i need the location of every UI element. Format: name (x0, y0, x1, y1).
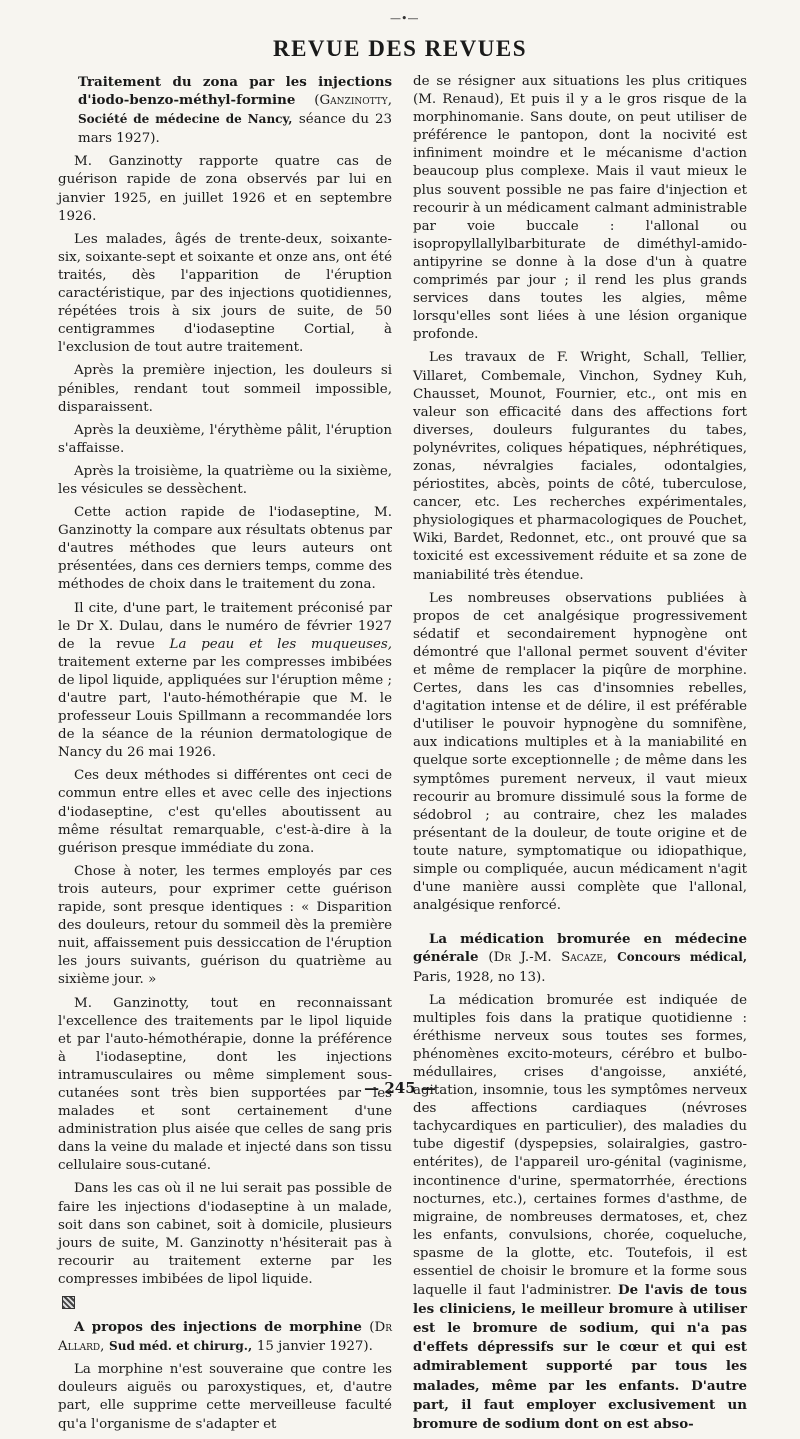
paragraph: La morphine n'est souveraine que contre les douleurs aiguës ou paroxystiques, et, d'autre part, elle supprime cette merveilleuse faculté qu'a l'organisme de s'adapter et (58, 1362, 392, 1432)
section-separator-icon (58, 1294, 392, 1318)
article-date: Paris, 1928, no 13). (413, 969, 546, 985)
paragraph-text: Il cite, d'une part, le traitement préconisé par le Dr X. Dulau, dans le numéro de février 1927 de la revue (58, 600, 392, 652)
article-author: (Dr Allard, (58, 1320, 392, 1355)
paragraph (413, 992, 747, 1434)
article-source: Sud méd. et chirurg., (109, 1339, 253, 1354)
paragraph: M. Ganzinotty rapporte quatre cas de guérison rapide de zona observés par lui en janvier 1925, en juillet 1926 et en septembre 1926. (58, 154, 392, 224)
article-author: (Ganzinotty, (314, 93, 392, 109)
paragraph (58, 600, 392, 763)
paragraph: Cette action rapide de l'iodaseptine, M. Ganzinotty la compare aux résultats obtenus par d'autres méthodes que leurs auteurs ont présentées, dans ces derniers temps, comme des méthodes de choix dans le traitement du zona. (58, 505, 392, 593)
page-number: — 245 — (364, 1079, 436, 1097)
left-column (58, 73, 392, 1439)
paragraph: Les travaux de F. Wright, Schall, Tellier, Villaret, Combemale, Vinchon, Sydney Kuh, Chausset, Mounot, Fournier, etc., ont mis en valeur son efficacité dans des affections fort diverses, douleurs fulgurantes du tabes, polynévrites, coliques hépatiques, néphrétiques, zonas, névralgies faciales, odontalgies, périostites, abcès, points de côté, tuberculose, cancer, etc. Les recherches expérimentales, physiologiques et pharmacologiques de Pouchet, Wiki, Bardet, Redonnet, etc., ont prouvé que sa toxicité est excessivement réduite et sa zone de maniabilité très étendue. (413, 350, 747, 583)
paragraph: Dans les cas où il ne lui serait pas possible de faire les injections d'iodaseptine à un malade, soit dans son cabinet, soit à domicile, plusieurs jours de suite, M. Ganzinotty n'hésiterait pas à recourir au traitement externe par les compresses imbibées de lipol liquide. (58, 1181, 392, 1287)
top-ornament: —•— (390, 12, 419, 25)
paragraph: Après la première injection, les douleurs si pénibles, rendant tout sommeil impossible, disparaissent. (58, 363, 392, 415)
paragraph: Les malades, âgés de trente-deux, soixante-six, soixante-sept et soixante et onze ans, ont été traités, dès l'apparition de l'éruption caractéristique, par des injections quotidiennes, répétées trois à six jours de suite, de 50 centigrammes d'iodaseptine Cortial, à l'exclusion de tout autre traitement. (58, 231, 392, 356)
paragraph: Les nombreuses observations publiées à propos de cet analgésique progressivement sédatif et secondairement hypnogène ont démontré que l'allonal permet souvent d'éviter et même de remplacer la piqûre de morphine. Certes, dans les cas d'insomnies rebelles, d'agitation intense et de délire, il est préférable d'utiliser le pouvoir hypnogène du somnifène, aux indications multiples et à la maniabilité en quelque sorte exceptionnelle ; de même dans les symptômes purement nerveux, il vaut mieux recourir au bromure dissimulé sous la forme de sédobrol ; au contraire, chez les malades présentant de la douleur, de toute origine et de toute nature, symptomatique ou idiopathique, simple ou compliquée, aucun médicament n'agit d'une manière aussi complète que l'allonal, analgésique renforcé. (413, 590, 747, 914)
article-heading-zona (58, 73, 392, 148)
paragraph: Chose à noter, les termes employés par ces trois auteurs, pour exprimer cette guérison rapide, sont presque identiques : « Disparition des douleurs, retour du sommeil dès la première nuit, affaissement puis dessiccation de l'éruption les jours suivants, guérison du quatrième au sixième jour. » (58, 863, 392, 988)
page-title: REVUE DES REVUES (272, 36, 528, 61)
paragraph: Ces deux méthodes si différentes ont ceci de commun entre elles et avec celle des injections d'iodaseptine, c'est qu'elles aboutissent au même résultat remarquable, c'est-à-dire à la guérison presque immédiate du zona. (58, 768, 392, 856)
paragraph-bold-text: De l'avis de tous les cliniciens, le meilleur bromure à utiliser est le bromure de sodium, qui n'a pas d'effets dépressifs sur le cœur et qui est admirablement supporté par tous les malades, même par les enfants. D'autre part, il faut employer exclusivement un bromure de sodium dont on est abso- (413, 1282, 748, 1432)
paragraph-text: La médication bromurée est indiquée de multiples fois dans la pratique quotidienne : éréthisme nerveux sous toutes ses formes, phénomènes excito-moteurs, cérébro et bulbo-médullaires, crises d'angoisse, anxiété, agitation, insomnie, tous les symptômes nerveux des affections cardiaques (névroses tachycardiques en particulier), des maladies du tube digestif (dyspepsies, solairalgies, gastro-entérites), de l'appareil uro-génital (vaginisme, incontinence d'urine, spermatorrhée, érections nocturnes, etc.), certaines formes d'asthme, de migraine, de nombreuses dermatoses, et, chez les enfants, convulsions, chorée, coqueluche, spasme de la glotte, etc. Toutefois, il est essentiel de choisir le bromure et la forme sous laquelle il faut l'administrer. (413, 992, 747, 1299)
article-title: Traitement du zona par les injections d'iodo-benzo-méthyl-formine (78, 74, 392, 109)
article-source: Société de médecine de Nancy, (78, 112, 293, 127)
paragraph: Après la deuxième, l'érythème pâlit, l'éruption s'affaisse. (58, 422, 392, 456)
paragraph: Après la troisième, la quatrième ou la sixième, les vésicules se dessèchent. (58, 463, 392, 497)
article-title: A propos des injections de morphine (74, 1319, 362, 1336)
article-heading-morphine (58, 1318, 392, 1356)
paragraph: M. Ganzinotty, tout en reconnaissant l'excellence des traitements par le lipol liquide et par l'auto-hémothérapie, donne la préférence à l'iodaseptine, dont les injections intramusculaires ou même simplement sous-cutanées sont très bien supportées par les malades et sont certainement d'une administration plus aisée que celles de sang pris dans la veine du malade et injecté dans son tissu cellulaire sous-cutané. (58, 995, 392, 1174)
article-date: séance du 23 mars 1927). (78, 112, 393, 147)
article-title: La médication bromurée en médecine générale (413, 931, 747, 966)
journal-title: La peau et les muqueuses, (169, 636, 392, 652)
paragraph-text: traitement externe par les compresses imbibées de lipol liquide, appliquées sur l'éruption même ; d'autre part, l'auto-hémothérapie que M. le professeur Louis Spillmann a recommandée lors de la séance de la réunion dermatologique de Nancy du 26 mai 1926. (58, 654, 392, 761)
paragraph: de se résigner aux situations les plus critiques (M. Renaud), Et puis il y a le gros risque de la morphinomanie. Sans doute, on peut utiliser de préférence le pantopon, dont la nocivité est infiniment moindre et le mécanisme d'action beaucoup plus complexe. Mais il vaut mieux le plus souvent possible ne pas faire d'injection et recourir à un médicament calmant administrable par voie buccale : l'allonal ou isopropyllallylbarbiturate de diméthyl-amido-antipyrine se donne à la dose d'un à quatre comprimés par jour ; il rend les plus grands services dans toutes les algies, même lorsqu'elles sont liées à une lésion organique profonde. (413, 74, 748, 343)
right-column (413, 73, 747, 1439)
article-date: 15 janvier 1927). (256, 1339, 373, 1355)
article-author: (Dr J.-M. Sacaze, (488, 950, 608, 966)
article-source: Concours médical, (617, 950, 748, 965)
article-heading-bromure (413, 930, 747, 986)
